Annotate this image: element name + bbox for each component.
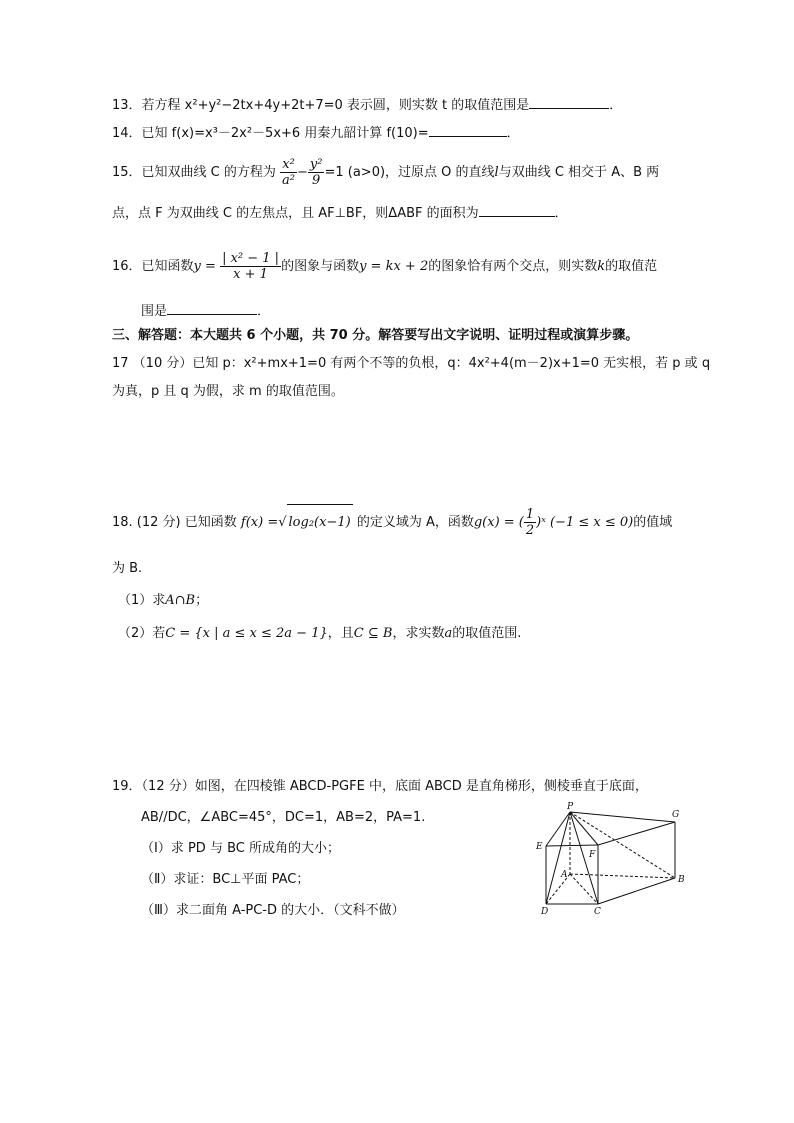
- question-18-line-1: 18. (12 分) 已知函数 f(x) =√ log₂(x−1) 的定义域为 A，函数g(x) = ( $\frac{1}{2}$ )ˣ (−1 ≤ x ≤ 0)的值域: [112, 504, 672, 541]
- question-14: 14．已知 f(x)=x³－2x²－5x+6 用秦九韶计算 f(10)= ．: [112, 126, 520, 141]
- edge-AB: [570, 874, 675, 878]
- label-A: A: [561, 870, 568, 880]
- label-B: B: [678, 875, 685, 885]
- question-19-line-2: AB//DC，∠ABC=45°，DC=1，AB=2，PA=1.: [141, 810, 426, 825]
- answer-blank-15[interactable]: [479, 204, 555, 217]
- answer-blank-16[interactable]: [167, 302, 257, 315]
- question-15-line-2: 点，点 F 为双曲线 C 的左焦点，且 AF⊥BF，则ΔABF 的面积为 ．: [112, 206, 568, 221]
- edge-FG: [598, 822, 675, 845]
- answer-blank-13[interactable]: [529, 96, 609, 109]
- question-18-part-1: （1）求A∩B；: [118, 593, 209, 608]
- label-D: D: [541, 907, 549, 917]
- edge-PD: [546, 812, 570, 904]
- question-18-part-2: （2）若C = {x | a ≤ x ≤ 2a − 1}，且C ⊆ B，求实数a的取值范围.: [118, 626, 522, 641]
- question-19-part-2: （Ⅱ）求证：BC⊥平面 PAC；: [141, 872, 310, 887]
- edge-PG: [570, 812, 675, 822]
- label-G: G: [672, 810, 680, 820]
- question-18-line-2: 为 B.: [112, 561, 143, 576]
- question-13-text: 13．若方程 x²+y²−2tx+4y+2t+7=0 表示圆，则实数 t 的取值范围是: [112, 98, 530, 113]
- question-13: 13．若方程 x²+y²−2tx+4y+2t+7=0 表示圆，则实数 t 的取值范围是 ．: [112, 98, 623, 113]
- question-16-line-2: 围是 ．: [141, 304, 271, 319]
- question-19-part-3: （Ⅲ）求二面角 A-PC-D 的大小．（文科不做）: [141, 903, 405, 918]
- edge-PE: [546, 812, 570, 846]
- fraction-x2-a2: $\frac{\text{x²}}{\text{a²}}$: [282, 157, 295, 188]
- question-19-part-1: （Ⅰ）求 PD 与 BC 所成角的大小；: [141, 841, 340, 856]
- fraction-one-half: $\frac{1}{2}$: [525, 507, 535, 538]
- edge-PF: [570, 812, 598, 845]
- question-16-line-1: 16．已知函数y = $\frac{\text{| x² − 1 |}}{x + 1}$ 的图象与函数y = kx + 2的图象恰有两个交点，则实数k的取值范: [112, 251, 658, 282]
- edge-EF: [546, 845, 598, 846]
- question-15-line-1: 15．已知双曲线 C 的方程为 $\frac{\text{x²}}{\text{a²}}$ − $\frac{\text{y²}}{9}$ =1 (a>0)，过原点 O 的直线l与双曲线 C 相交于 A、B 两: [112, 157, 660, 188]
- question-17-line-1: 17 （10 分）已知 p：x²+mx+1=0 有两个不等的负根，q：4x²+4(m－2)x+1=0 无实根，若 p 或 q: [112, 356, 711, 371]
- label-C: C: [594, 907, 601, 917]
- fraction-abs-x2-1: $\frac{\text{| x² − 1 |}}{x + 1}$: [222, 251, 280, 282]
- question-19-line-1: 19．（12 分）如图，在四棱锥 ABCD-PGFE 中，底面 ABCD 是直角梯形，侧棱垂直于底面，: [112, 779, 648, 794]
- edge-CB: [598, 878, 675, 904]
- prism-figure: [530, 802, 690, 922]
- section-3-heading: 三、解答题：本大题共 6 个小题，共 70 分。解答要写出文字说明、证明过程或演算步骤。: [112, 328, 639, 343]
- label-F: F: [589, 850, 596, 860]
- answer-blank-14[interactable]: [429, 124, 507, 137]
- label-E: E: [536, 842, 543, 852]
- question-14-text: 14．已知 f(x)=x³－2x²－5x+6 用秦九韶计算 f(10)=: [112, 126, 429, 141]
- question-17-line-2: 为真，p 且 q 为假，求 m 的取值范围。: [112, 384, 344, 399]
- fraction-y2-9: $\frac{\text{y²}}{9}$: [309, 157, 323, 188]
- label-P: P: [567, 802, 574, 812]
